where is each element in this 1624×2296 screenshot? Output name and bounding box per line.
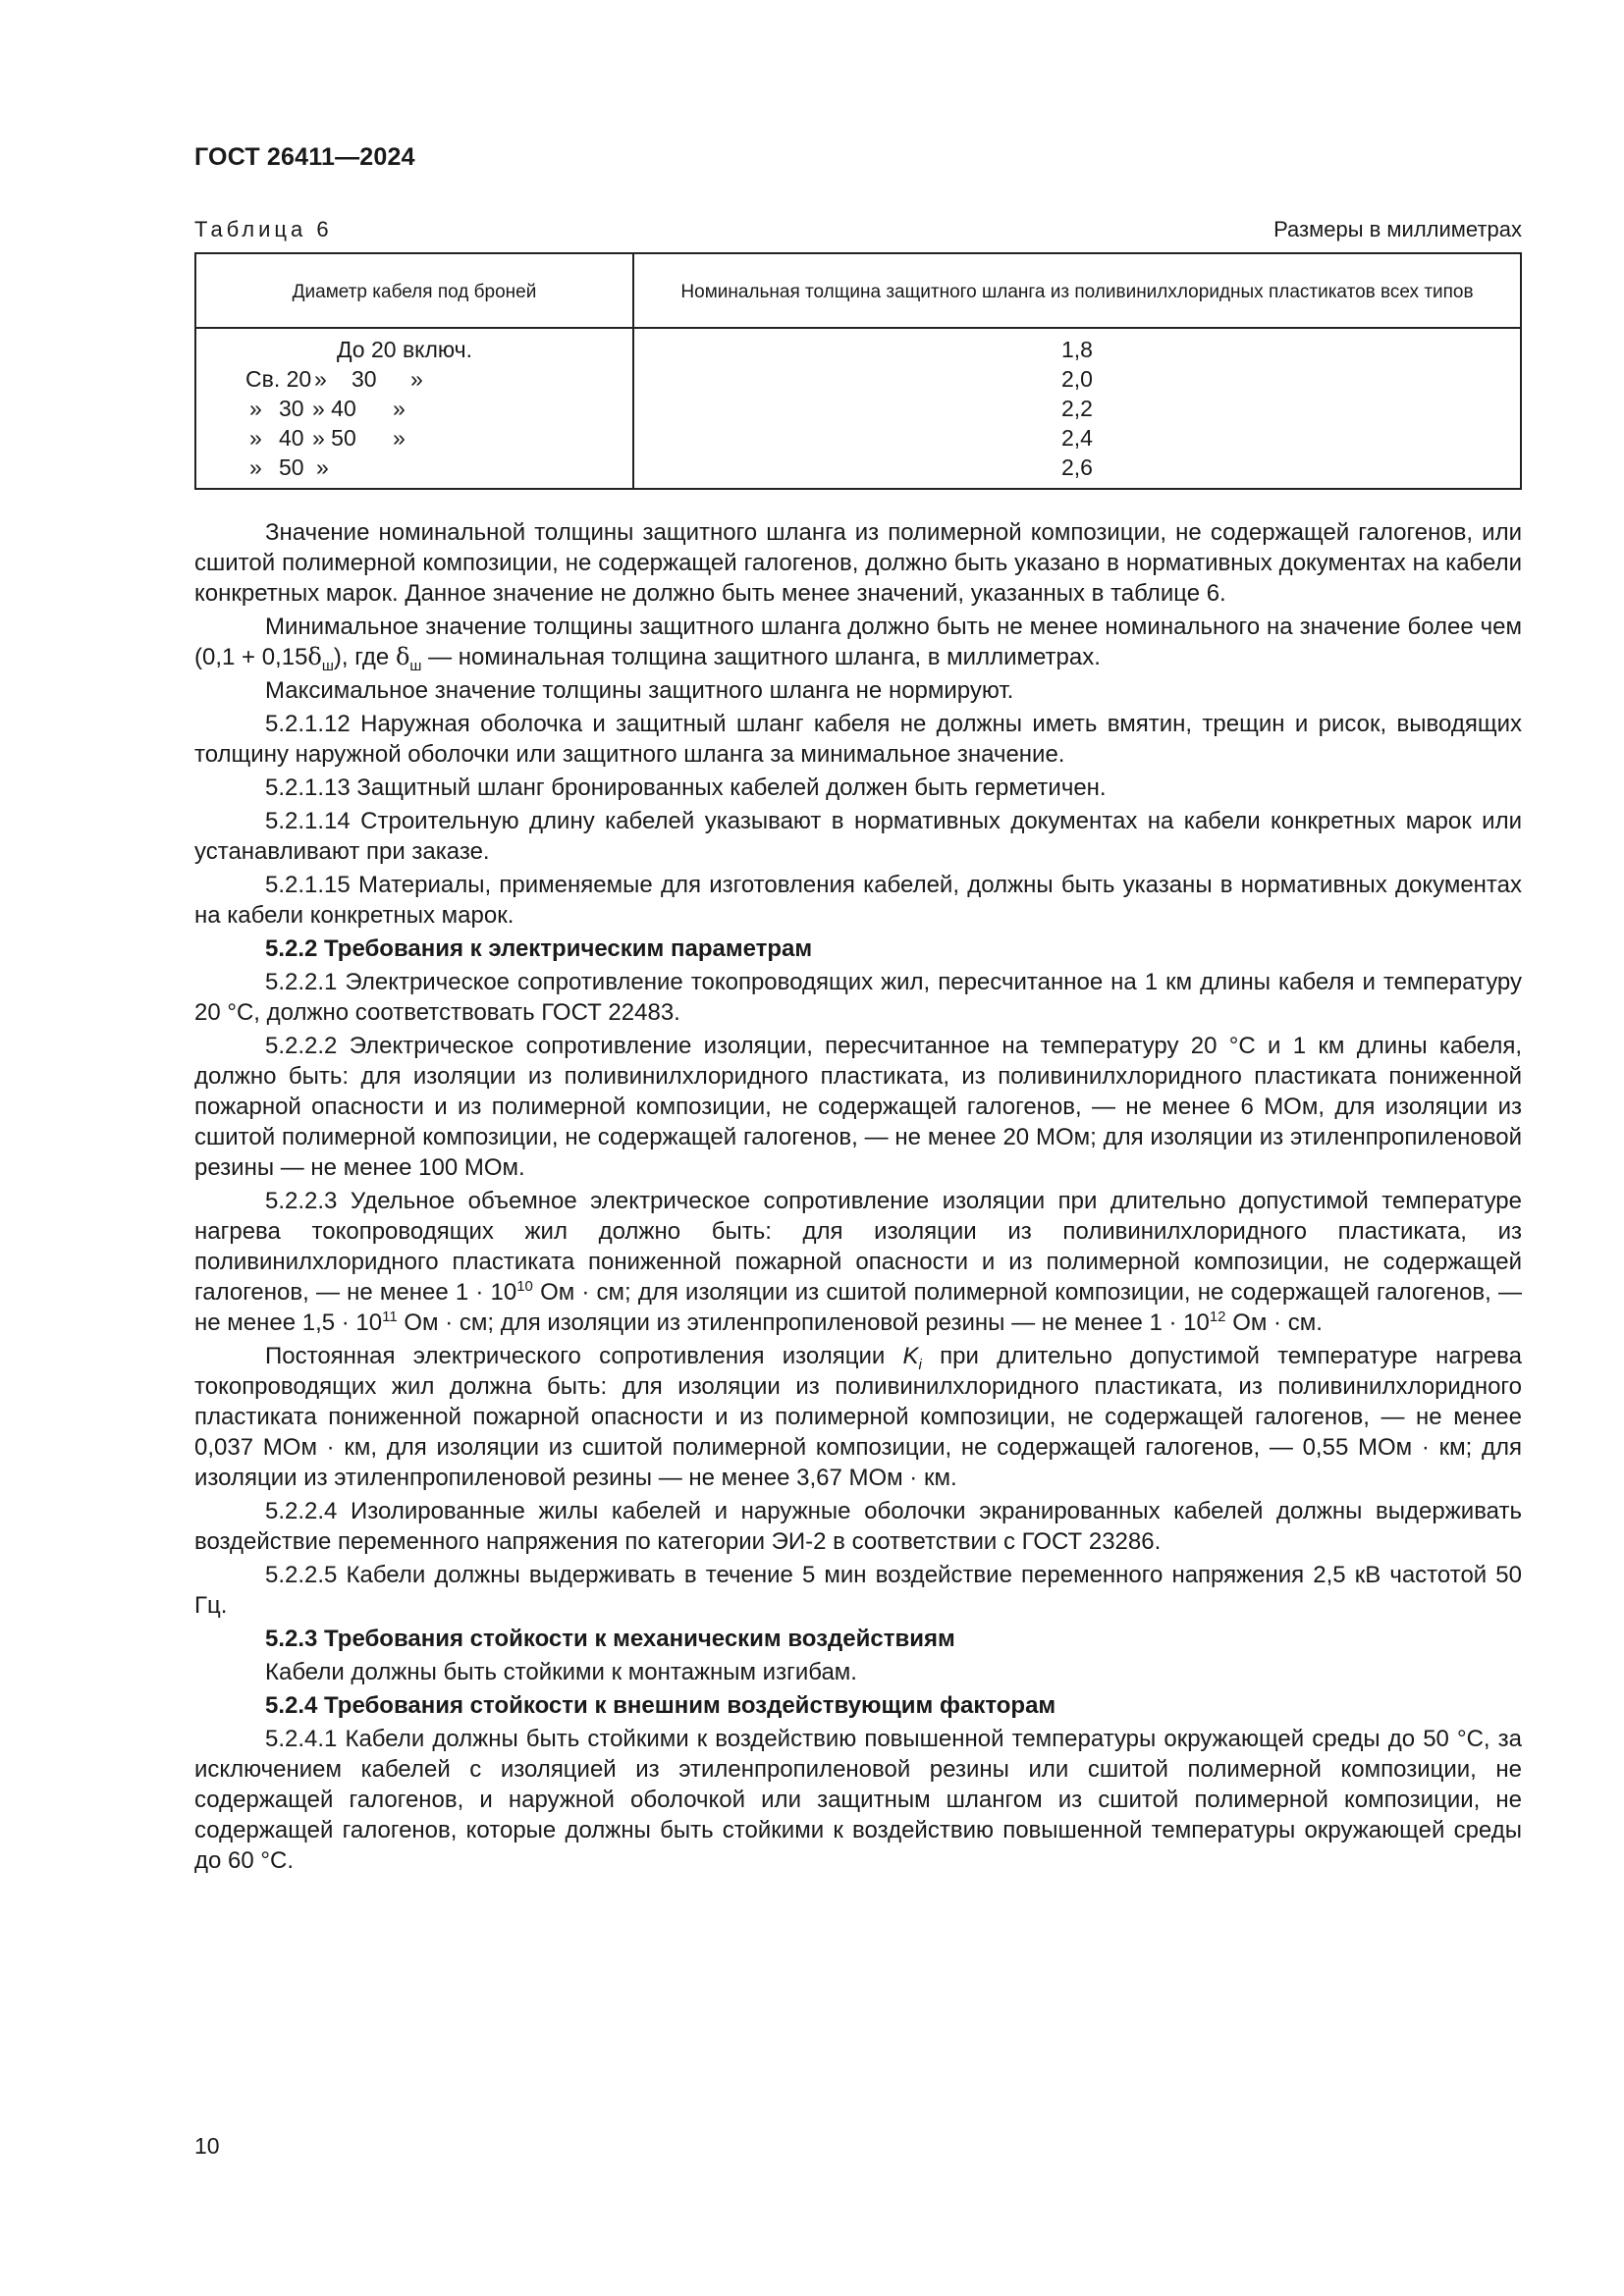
document-page (194, 143, 1522, 1879)
paragraph: Максимальное значение толщины защитного шланга не нормируют. (265, 677, 1014, 704)
table-caption (194, 217, 1522, 242)
paragraph: 5.2.2.1 Электрическое сопротивление токопроводящих жил, пересчитанное на 1 км длины кабеля и температуру 20 °С, должно соответствовать ГОСТ 22483. (194, 969, 1522, 1026)
table-row: » 30 » 40 » (249, 396, 406, 421)
paragraph: 5.2.1.12 Наружная оболочка и защитный шланг кабеля не должны иметь вмятин, трещин и рисок, выводящих толщину наружной оболочки или защитного шланга за минимальное значение. (194, 711, 1522, 768)
thickness-cell (633, 328, 1521, 489)
table-row: » 50 » (249, 454, 329, 480)
paragraph: 5.2.2.5 Кабели должны выдерживать в течение 5 мин воздействие переменного напряжения 2,5 кВ частотой 50 Гц. (194, 1562, 1522, 1619)
table-units: Размеры в миллиметрах (1273, 217, 1522, 241)
table-value: 2,6 (1061, 454, 1093, 480)
paragraph: 5.2.2.2 Электрическое сопротивление изоляции, пересчитанное на температуру 20 °С и 1 км длины кабеля, должно быть: для изоляции из поливинилхлоридного пластиката, из поливинилхлоридного пластиката пониженной пожарной опасности и из полимерной композиции, не содержащей галогенов, — не менее 6 МОм, для изоляции из сшитой полимерной композиции, не содержащей галогенов, — не менее 20 МОм; для изоляции из этиленпропиленовой резины — не менее 100 МОм. (194, 1033, 1522, 1181)
page-number: 10 (194, 2133, 220, 2159)
table-row: До 20 включ. (336, 337, 473, 362)
document-header: ГОСТ 26411—2024 (194, 143, 415, 171)
paragraph: Постоянная электрического сопротивления изоляции $K_i$ при длительно допустимой температуре нагрева токопроводящих жил должна быть: для изоляции из поливинилхлоридного пластиката, из поливинилхлоридного пластиката пониженной пожарной опасности и из полимерной композиции, не содержащей галогенов, — не менее 0,037 МОм · км, для изоляции из сшитой полимерной композиции, не содержащей галогенов, — 0,55 МОм · км; для изоляции из этиленпропиленовой резины — не менее 3,67 МОм · км. (194, 1343, 1522, 1491)
paragraph: 5.2.1.13 Защитный шланг бронированных кабелей должен быть герметичен. (265, 774, 1107, 801)
paragraph: Значение номинальной толщины защитного шланга из полимерной композиции, не содержащей галогенов, или сшитой полимерной композиции, не содержащей галогенов, должно быть указано в нормативных документах на кабели конкретных марок. Данное значение не должно быть менее значений, указанных в таблице 6. (194, 519, 1522, 607)
table-value: 2,4 (1061, 425, 1093, 451)
table-row: » 40 » 50 » (249, 425, 406, 451)
paragraph: 5.2.1.15 Материалы, применяемые для изготовления кабелей, должны быть указаны в нормативных документах на кабели конкретных марок. (194, 872, 1522, 929)
paragraph: 5.2.2.4 Изолированные жилы кабелей и наружные оболочки экранированных кабелей должны выдерживать воздействие переменного напряжения по категории ЭИ-2 в соответствии с ГОСТ 23286. (194, 1498, 1522, 1555)
table-label: Таблица 6 (194, 217, 333, 241)
table-row: Св. 20 » 30 » (245, 366, 423, 392)
table-value: 1,8 (1061, 337, 1093, 362)
table-header-thickness: Номинальная толщина защитного шланга из поливинилхлоридных пластикатов всех типов (633, 253, 1521, 328)
paragraph: 5.2.4.1 Кабели должны быть стойкими к воздействию повышенной температуры окружающей среды до 50 °С, за исключением кабелей с изоляцией из этиленпропиленовой резины или сшитой полимерной композиции, не содержащей галогенов, и наружной оболочкой или защитным шлангом из сшитой полимерной композиции, не содержащей галогенов, которые должны быть стойкими к воздействию повышенной температуры окружающей среды до 60 °С. (194, 1726, 1522, 1874)
table-6 (194, 252, 1522, 490)
table-value: 2,0 (1061, 366, 1093, 392)
body-text (194, 517, 1522, 1876)
section-heading: 5.2.4 Требования стойкости к внешним воздействующим факторам (265, 1692, 1056, 1719)
section-heading: 5.2.3 Требования стойкости к механическим воздействиям (265, 1626, 955, 1652)
paragraph: 5.2.2.3 Удельное объемное электрическое сопротивление изоляции при длительно допустимой температуре нагрева токопроводящих жил должно быть: для изоляции из поливинилхлоридного пластиката, из поливинилхлоридного пластиката пониженной пожарной опасности и из полимерной композиции, не содержащей галогенов, — не менее $1 \cdot 10^{10}$ Ом · см; для изоляции из сшитой полимерной композиции, не содержащей галогенов, — не менее $1,5 \cdot 10^{11}$ Ом · см; для изоляции из этиленпропиленовой резины — не менее $1 \cdot 10^{12}$ Ом · см. (194, 1188, 1523, 1336)
table-value: 2,2 (1061, 396, 1093, 421)
diameter-cell (195, 328, 633, 489)
section-heading: 5.2.2 Требования к электрическим параметрам (265, 935, 813, 962)
paragraph: Минимальное значение толщины защитного шланга должно быть не менее номинального на значение более чем $(0,1 + 0,15\delta_ш)$, где $\delta_ш$ — номинальная толщина защитного шланга, в миллиметрах. (194, 614, 1522, 674)
paragraph: Кабели должны быть стойкими к монтажным изгибам. (265, 1659, 857, 1685)
table-header-diameter: Диаметр кабеля под броней (195, 253, 633, 328)
paragraph: 5.2.1.14 Строительную длину кабелей указывают в нормативных документах на кабели конкретных марок или устанавливают при заказе. (194, 808, 1522, 865)
